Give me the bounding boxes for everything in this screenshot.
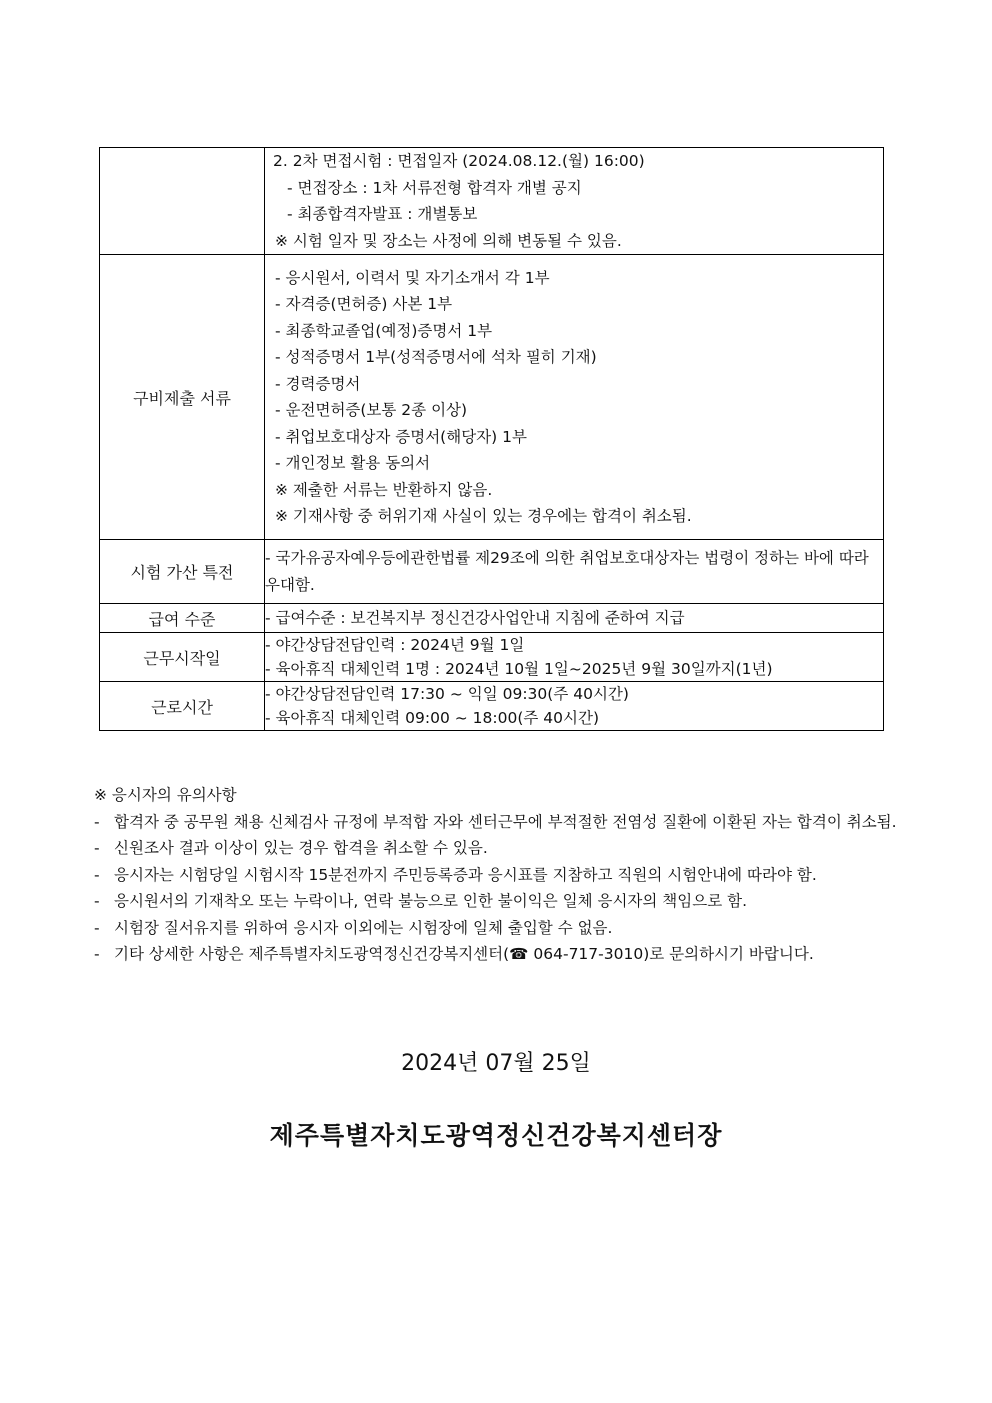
salary-text: - 급여수준 : 보건복지부 정신건강사업안내 지침에 준하여 지급 <box>265 608 685 627</box>
note-dash: - <box>94 839 100 857</box>
row-content-documents <box>265 255 884 540</box>
document-item: - 경력증명서 <box>275 374 361 393</box>
note-item <box>94 941 900 968</box>
row-label-salary: 급여 수준 <box>100 604 265 633</box>
document-item: - 응시원서, 이력서 및 자기소개서 각 1부 <box>275 268 550 287</box>
row-content-start-date <box>265 633 884 682</box>
interview-line-2: - 면접장소 : 1차 서류전형 합격자 개별 공지 <box>287 178 582 197</box>
row-label-interview <box>100 148 265 255</box>
note-dash: - <box>94 892 100 910</box>
working-hours-line-2: - 육아휴직 대체인력 09:00 ~ 18:00(주 40시간) <box>265 709 600 727</box>
exam-bonus-text: - 국가유공자예우등에관한법률 제29조에 의한 취업보호대상자는 법령이 정하는 바에 따라 우대함. <box>265 548 869 594</box>
note-text: 응시자는 시험당일 시험시작 15분전까지 주민등록증과 응시표를 지참하고 직원의 시험안내에 따라야 함. <box>114 865 817 884</box>
document-item: - 성적증명서 1부(성적증명서에 석차 필히 기재) <box>275 348 597 366</box>
table-row-exam-bonus <box>100 540 884 604</box>
note-text: 기타 상세한 사항은 제주특별자치도광역정신건강복지센터(☎ 064-717-3010)로 문의하시기 바랍니다. <box>114 945 814 963</box>
row-label-working-hours: 근로시간 <box>100 682 265 731</box>
organization-signature: 제주특별자치도광역정신건강복지센터장 <box>269 1121 723 1150</box>
table-row-working-hours <box>100 682 884 731</box>
table-row-interview <box>100 148 884 255</box>
start-date-line-2: - 육아휴직 대체인력 1명 : 2024년 10월 1일~2025년 9월 30일까지(1년) <box>265 660 773 678</box>
recruitment-info-table <box>99 147 884 731</box>
document-note: ※ 기재사항 중 허위기재 사실이 있는 경우에는 합격이 취소됨. <box>275 507 692 525</box>
note-item <box>94 888 900 915</box>
announcement-date: 2024년 07월 25일 <box>401 1051 591 1076</box>
note-item <box>94 809 900 836</box>
document-item: - 최종학교졸업(예정)증명서 1부 <box>275 321 493 340</box>
note-dash: - <box>94 945 100 963</box>
note-item <box>94 862 900 889</box>
document-note: ※ 제출한 서류는 반환하지 않음. <box>275 480 493 499</box>
row-content-salary <box>265 604 884 633</box>
interview-line-3: - 최종합격자발표 : 개별통보 <box>287 205 478 223</box>
interview-line-1: 2. 2차 면접시험 : 면접일자 (2024.08.12.(월) 16:00) <box>273 152 645 170</box>
row-label-exam-bonus: 시험 가산 특전 <box>100 540 265 604</box>
note-text: 시험장 질서유지를 위하여 응시자 이외에는 시험장에 일체 출입할 수 없음. <box>114 918 613 937</box>
applicant-notes <box>94 782 900 968</box>
note-dash: - <box>94 918 100 937</box>
document-item: - 개인정보 활용 동의서 <box>275 454 431 472</box>
row-label-start-date: 근무시작일 <box>100 633 265 682</box>
note-text: 신원조사 결과 이상이 있는 경우 합격을 취소할 수 있음. <box>114 839 488 857</box>
row-content-working-hours <box>265 682 884 731</box>
working-hours-line-1: - 야간상담전담인력 17:30 ~ 익일 09:30(주 40시간) <box>265 685 629 703</box>
start-date-line-1: - 야간상담전담인력 : 2024년 9월 1일 <box>265 636 525 654</box>
interview-line-4: ※ 시험 일자 및 장소는 사정에 의해 변동될 수 있음. <box>275 231 622 250</box>
note-item <box>94 915 900 942</box>
note-text: 응시원서의 기재착오 또는 누락이나, 연락 불능으로 인한 불이익은 일체 응시자의 책임으로 함. <box>114 892 748 910</box>
note-dash: - <box>94 812 100 831</box>
note-dash: - <box>94 865 100 884</box>
row-content-interview <box>265 148 884 255</box>
notes-header: ※ 응시자의 유의사항 <box>94 786 237 804</box>
row-content-exam-bonus <box>265 540 884 604</box>
document-item: - 운전면허증(보통 2종 이상) <box>275 401 468 419</box>
note-item <box>94 835 900 862</box>
table-row-start-date <box>100 633 884 682</box>
row-label-documents: 구비제출 서류 <box>100 255 265 540</box>
note-text: 합격자 중 공무원 채용 신체검사 규정에 부적합 자와 센터근무에 부적절한 전염성 질환에 이환된 자는 합격이 취소됨. <box>114 812 897 831</box>
table-row-salary <box>100 604 884 633</box>
document-item: - 취업보호대상자 증명서(해당자) 1부 <box>275 427 527 446</box>
table-row-documents <box>100 255 884 540</box>
document-item: - 자격증(면허증) 사본 1부 <box>275 295 453 313</box>
